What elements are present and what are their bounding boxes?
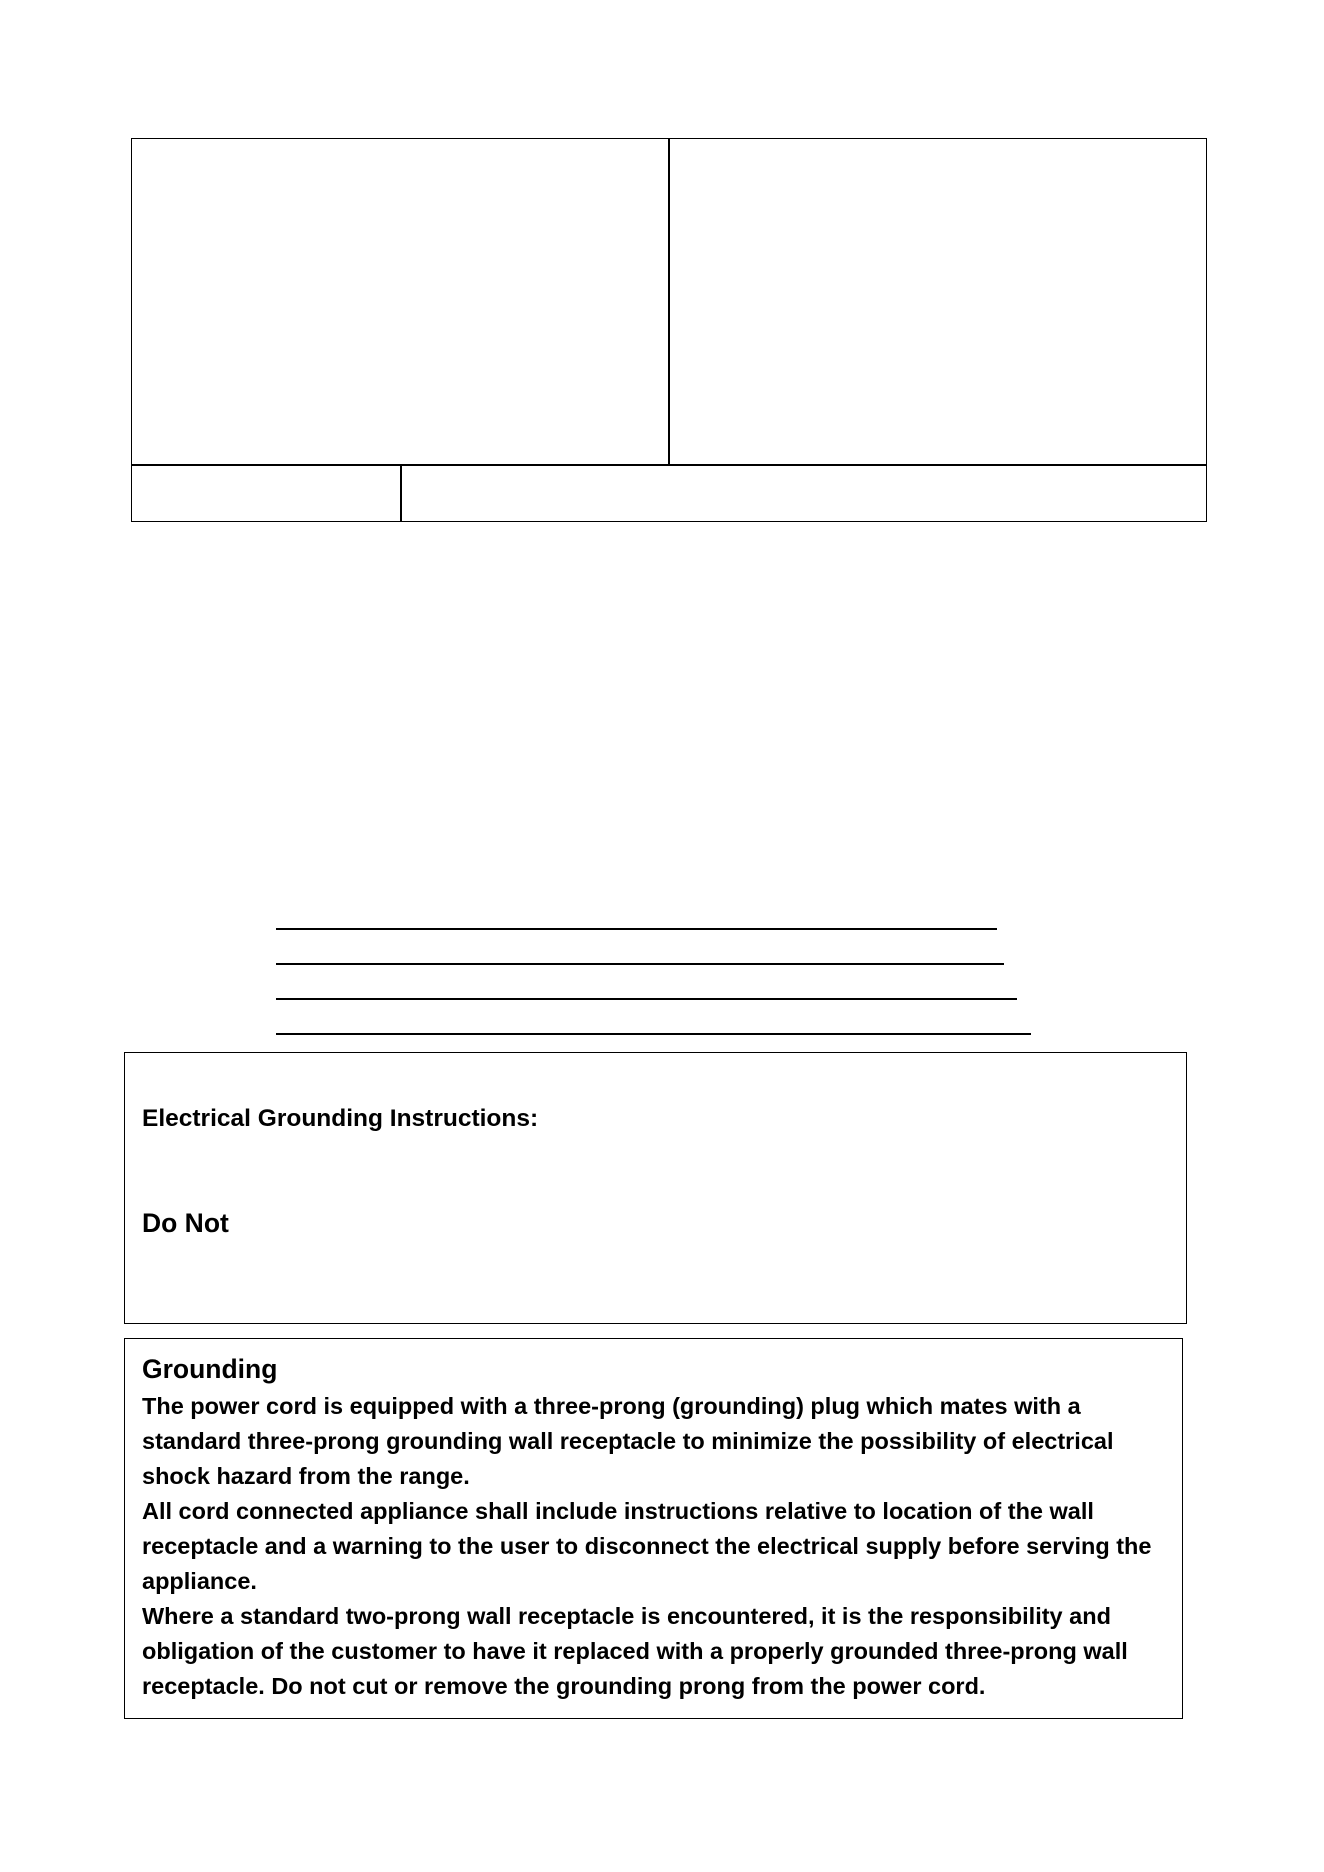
electrical-grounding-title: Electrical Grounding Instructions: xyxy=(142,1105,539,1132)
grounding-heading: Grounding xyxy=(142,1354,278,1384)
table-cell-bottom-left xyxy=(131,464,402,522)
blank-line-4 xyxy=(276,1033,1031,1035)
blank-line-1 xyxy=(276,928,997,930)
table-cell-top-right xyxy=(668,138,1207,466)
grounding-paragraph-1: The power cord is equipped with a three-prong (grounding) plug which mates with a standard three-prong grounding wall receptacle to minimize the possibility of electrical shock hazard from the range. xyxy=(142,1393,1114,1489)
table-cell-top-left xyxy=(131,138,670,466)
grounding-paragraph-2: All cord connected appliance shall include instructions relative to location of the wall receptacle and a warning to the user to disconnect the electrical supply before serving the appliance. xyxy=(142,1498,1152,1594)
blank-line-3 xyxy=(276,998,1017,1000)
grounding-box xyxy=(124,1338,1183,1719)
blank-line-2 xyxy=(276,963,1004,965)
do-not-label: Do Not xyxy=(142,1208,229,1238)
grounding-paragraph-3: Where a standard two-prong wall receptacle is encountered, it is the responsibility and obligation of the customer to have it replaced with a properly grounded three-prong wall receptacle. Do not cut or remove the grounding prong from the power cord. xyxy=(142,1603,1128,1699)
table-cell-bottom-right xyxy=(400,464,1207,522)
electrical-grounding-box xyxy=(124,1052,1187,1324)
